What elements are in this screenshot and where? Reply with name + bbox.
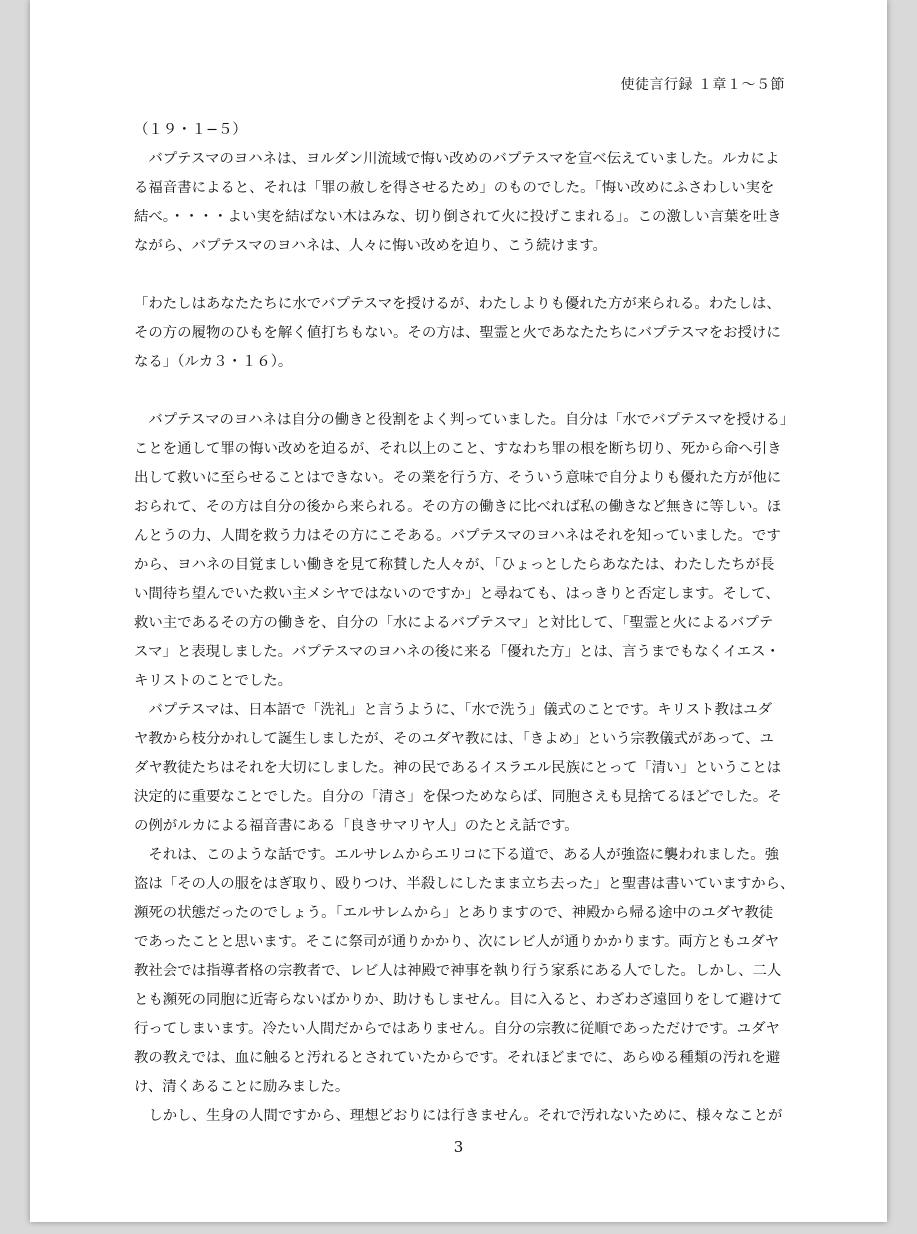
text-line: バプテスマのヨハネは自分の働きと役割をよく判っていました。自分は「水でバプテスマを授ける」 bbox=[134, 412, 795, 428]
text-line: 教社会では指導者格の宗教者で、レビ人は神殿で神事を執り行う家系にある人でした。しかし、二人 bbox=[134, 963, 782, 979]
page-number: 3 bbox=[453, 1138, 464, 1156]
text-line: 救い主であるその方の働きを、自分の「水によるバプテスマ」と対比して、「聖霊と火によるバプテ bbox=[134, 615, 774, 631]
text-line: 瀕死の状態だったのでしょう。「エルサレムから」とありますので、神殿から帰る途中のユダヤ教徒 bbox=[134, 905, 774, 921]
text-line: ダヤ教徒たちはそれを大切にしました。神の民であるイスラエル民族にとって「清い」ということは bbox=[134, 760, 782, 776]
document-page bbox=[30, 0, 887, 1222]
text-line: の例がルカによる福音書にある「良きサマリヤ人」のたとえ話です。 bbox=[134, 818, 579, 834]
text-line: 「わたしはあなたたちに水でバプテスマを授けるが、わたしよりも優れた方が来られる。わたしは、 bbox=[134, 296, 781, 312]
body-text bbox=[134, 116, 794, 1131]
text-line: おられて、その方は自分の後から来られる。その方の働きに比べれば私の働きなど無きに等しい。ほ bbox=[134, 499, 782, 515]
text-line: 教の教えでは、血に触ると汚れるとされていたからです。それほどまでに、あらゆる種類の汚れを避 bbox=[134, 1050, 781, 1066]
text-line: ヤ教から枝分かれして誕生しましたが、そのユダヤ教には、「きよめ」という宗教儀式があって、ユ bbox=[134, 731, 774, 747]
text-line: バプテスマのヨハネは、ヨルダン川流域で悔い改めのバプテスマを宣べ伝えていました。ルカによ bbox=[134, 151, 780, 167]
text-line: その方の履物のひもを解く値打ちもない。その方は、聖霊と火であなたたちにバプテスマをお授けに bbox=[134, 325, 781, 341]
text-line: 決定的に重要なことでした。自分の「清さ」を保つためならば、同胞さえも見捨てるほどでした。そ bbox=[134, 789, 782, 805]
text-line: 行ってしまいます。冷たい人間だからではありません。自分の宗教に従順であっただけです。ユダヤ bbox=[134, 1021, 780, 1037]
text-line: であったことと思います。そこに祭司が通りかかり、次にレビ人が通りかかります。両方ともユダヤ bbox=[134, 934, 780, 950]
text-line: ながら、バプテスマのヨハネは、人々に悔い改めを迫り、こう続けます。 bbox=[134, 238, 607, 254]
text-line: 出して救いに至らせることはできない。その業を行う方、そういう意味で自分よりも優れた方が他に bbox=[134, 470, 782, 486]
text-line: キリストのことでした。 bbox=[134, 673, 293, 689]
text-line: （１９・１−５） bbox=[134, 122, 247, 138]
text-line: とも瀕死の同胞に近寄らないばかりか、助けもしません。目に入ると、わざわざ遠回りをして避けて bbox=[134, 992, 783, 1008]
text-line: い間待ち望んでいた救い主メシヤではないのですか」と尋ねても、はっきりと否定します。そして、 bbox=[134, 586, 780, 602]
blank-line bbox=[134, 377, 794, 406]
text-line: 結べ。・・・・よい実を結ばない木はみな、切り倒されて火に投げこまれる」。この激しい言葉を吐き bbox=[134, 209, 782, 225]
text-line: スマ」と表現しました。バプテスマのヨハネの後に来る「優れた方」とは、言うまでもなくイエス・ bbox=[134, 644, 780, 660]
text-line: け、清くあることに励みました。 bbox=[134, 1079, 350, 1095]
text-line: ことを通して罪の悔い改めを迫るが、それ以上のこと、すなわち罪の根を断ち切り、死から命へ引き bbox=[134, 441, 782, 457]
text-line: なる」（ルカ３・１６）。 bbox=[134, 354, 293, 370]
text-line: から、ヨハネの目覚ましい働きを見て称賛した人々が、「ひょっとしたらあなたは、わたしたちが長 bbox=[134, 557, 775, 573]
text-line: しかし、生身の人間ですから、理想どおりには行きません。それで汚れないために、様々なことが bbox=[134, 1108, 783, 1124]
text-line: 盗は「その人の服をはぎ取り、殴りつけ、半殺しにしたまま立ち去った」と聖書は書いていますから、 bbox=[134, 876, 795, 892]
text-line: それは、このような話です。エルサレムからエリコに下る道で、ある人が強盗に襲われました。強 bbox=[134, 847, 779, 863]
blank-line bbox=[134, 261, 794, 290]
running-header: 使徒言行録 １章１〜５節 bbox=[620, 77, 785, 93]
text-line: バプテスマは、日本語で「洗礼」と言うように、「水で洗う」儀式のことです。キリスト教はユダ bbox=[134, 702, 773, 718]
text-line: んとうの力、人間を救う力はその方にこそある。バプテスマのヨハネはそれを知っていました。です bbox=[134, 528, 781, 544]
text-line: る福音書によると、それは「罪の赦しを得させるため」のものでした。「悔い改めにふさわしい実を bbox=[134, 180, 775, 196]
